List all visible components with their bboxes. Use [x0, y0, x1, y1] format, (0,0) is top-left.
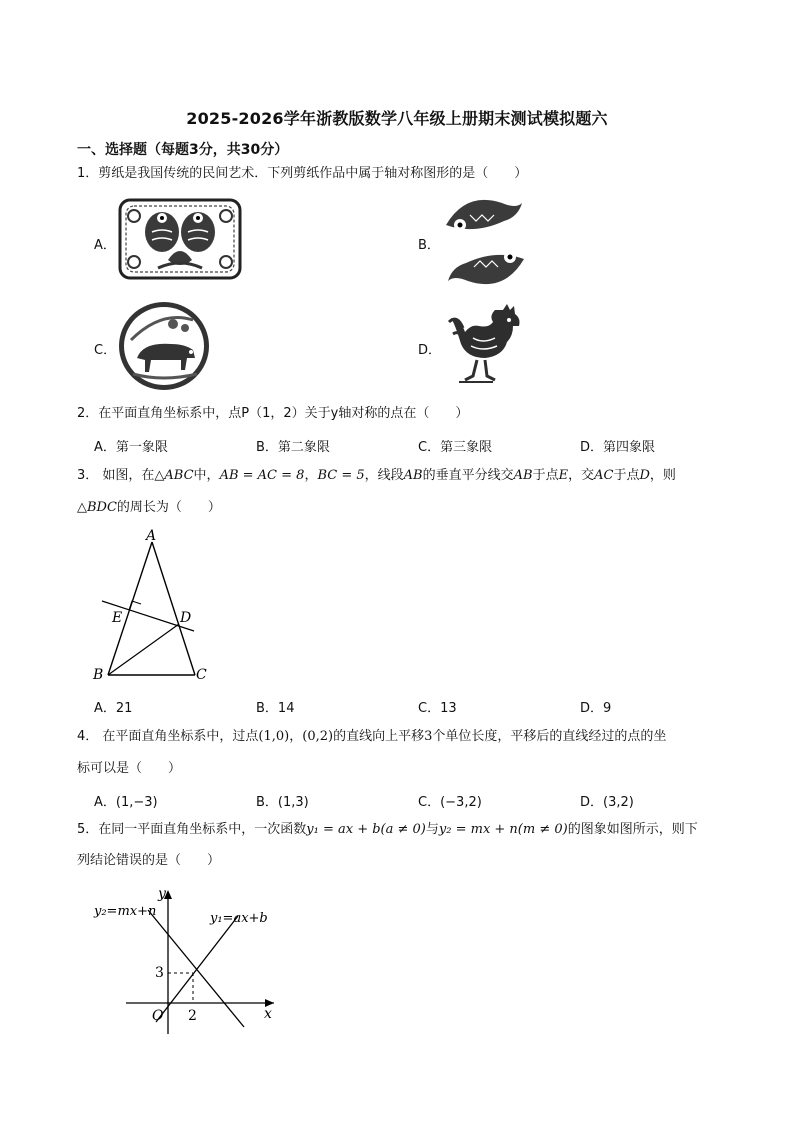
q1-option-c-label: C．: [94, 343, 117, 358]
q4-shift-amount: 3: [424, 729, 433, 744]
q3-text-b: 中，: [193, 468, 220, 483]
q3-seg-ab-2: AB: [513, 468, 533, 483]
q3-point-d: D: [639, 468, 650, 483]
section-heading: 一、选择题（每题3分，共30分）: [77, 142, 289, 158]
q1-option-a-label: A．: [94, 238, 116, 253]
q4-sep: ，: [289, 729, 303, 744]
q5-function-1: y₁ = ax + b(a ≠ 0): [306, 822, 426, 837]
q3-point-e: E: [558, 468, 569, 483]
q1-option-b-image-two-fish: [440, 195, 530, 290]
question-4-stem-line-2: 标可以是（ ）: [77, 761, 182, 776]
q4-option-a: A．(1,−3): [94, 795, 158, 810]
q5-text-b: 与: [425, 822, 439, 837]
q5-graph-origin-label: O: [152, 1008, 164, 1024]
q1-option-b-label: B．: [418, 238, 440, 253]
question-3-stem-line-2: [77, 498, 221, 518]
q3-fig-label-c: C: [196, 667, 207, 683]
q5-graph-x-label: x: [264, 1006, 272, 1022]
q3-option-c: C．13: [418, 701, 457, 716]
q3-text-perimeter: 的周长为（ ）: [116, 500, 221, 515]
q4-option-b: B．(1,3): [256, 795, 309, 810]
q3-text-e: 于点: [532, 468, 559, 483]
q3-text-g: 于点: [613, 468, 640, 483]
q5-graph-tick-2: 2: [188, 1008, 197, 1024]
q3-text-h: ，则: [649, 468, 676, 483]
q5-graph-y-label: y: [158, 886, 166, 902]
q3-fig-label-a: A: [146, 528, 157, 544]
q3-text-d: 的垂直平分线交: [422, 468, 514, 483]
q4-point-2: (0,2): [302, 729, 334, 744]
q5-graph-line1-label: y₁=ax+b: [210, 911, 268, 926]
q5-function-2: y₂ = mx + n(m ≠ 0): [438, 822, 568, 837]
q3-fig-label-d: D: [180, 610, 192, 626]
q1-option-d-label: D．: [418, 343, 442, 358]
q3-triangle-abc: △ABC: [154, 468, 194, 483]
q4-point-1: (1,0): [258, 729, 290, 744]
q4-option-c: C．(−3,2): [418, 795, 482, 810]
question-2-stem: 2．在平面直角坐标系中，点P（1，2）关于y轴对称的点在（ ）: [77, 406, 469, 421]
q3-text-c: ，线段: [364, 468, 404, 483]
q3-option-d: D．9: [580, 701, 612, 716]
q2-option-a: A．第一象限: [94, 440, 168, 455]
q1-option-c-image-ox-circle: [117, 300, 211, 392]
question-5-stem-line-2: 列结论错误的是（ ）: [77, 853, 221, 868]
q3-eq-bc: BC = 5: [317, 468, 365, 483]
q4-text-c: 个单位长度，平移后的直线经过的点的坐: [432, 729, 667, 744]
q5-function-graph: [90, 882, 290, 1042]
q2-option-c: C．第三象限: [418, 440, 493, 455]
q4-text-b: 的直线向上平移: [333, 729, 425, 744]
q5-graph-line2-label: y₂=mx+n: [94, 904, 157, 919]
q2-option-b: B．第二象限: [256, 440, 330, 455]
q4-text-a: 4． 在平面直角坐标系中，过点: [77, 729, 259, 744]
question-4-stem-line-1: [77, 727, 666, 747]
question-1-stem: 1．剪纸是我国传统的民间艺术．下列剪纸作品中属于轴对称图形的是（ ）: [77, 166, 528, 181]
q5-text-a: 5．在同一平面直角坐标系中，一次函数: [77, 822, 307, 837]
q4-option-d: D．(3,2): [580, 795, 634, 810]
question-5-stem-line-1: [77, 820, 698, 840]
q3-triangle-bdc: △BDC: [77, 500, 117, 515]
question-3-stem-line-1: [77, 466, 676, 486]
q3-comma: ，: [304, 468, 318, 483]
page-title: 2025-2026学年浙教版数学八年级上册期末测试模拟题六: [186, 109, 608, 128]
q3-fig-label-e: E: [112, 610, 123, 626]
q2-option-d: D．第四象限: [580, 440, 656, 455]
q5-graph-tick-3: 3: [155, 965, 164, 981]
q3-fig-label-b: B: [93, 667, 104, 683]
q5-text-c: 的图象如图所示，则下: [567, 822, 698, 837]
q1-option-a-image-fish-papercut: [118, 198, 242, 280]
q1-option-d-image-rooster: [443, 302, 529, 386]
q3-triangle-figure: [90, 524, 220, 688]
q3-text-f: ，交: [568, 468, 595, 483]
q3-text-a: 3． 如图，在: [77, 468, 155, 483]
q3-option-b: B．14: [256, 701, 295, 716]
q3-option-a: A．21: [94, 701, 133, 716]
q3-seg-ab: AB: [403, 468, 423, 483]
q3-eq-ab-ac: AB = AC = 8: [219, 468, 305, 483]
q3-seg-ac: AC: [594, 468, 614, 483]
